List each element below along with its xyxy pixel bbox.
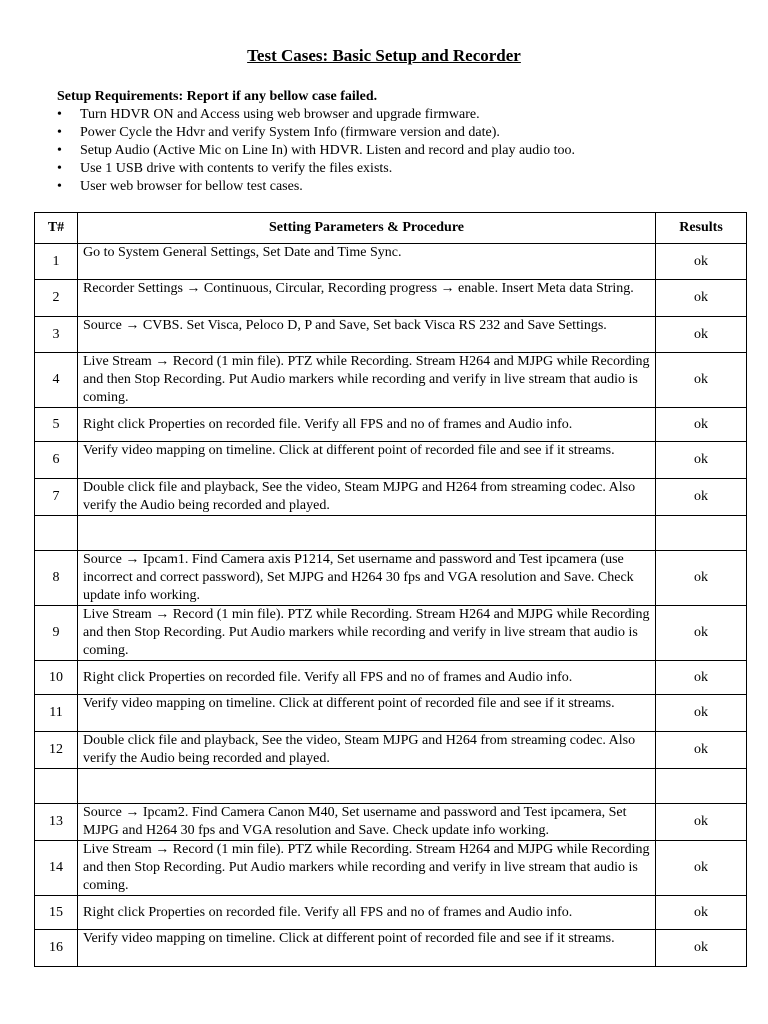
procedure-cell: Go to System General Settings, Set Date and Time Sync. xyxy=(78,244,656,280)
table-row xyxy=(35,280,747,317)
test-number-cell: 4 xyxy=(35,353,78,408)
table-row xyxy=(35,408,747,442)
result-cell: ok xyxy=(656,551,747,606)
result-cell: ok xyxy=(656,317,747,353)
list-item xyxy=(57,160,575,178)
procedure-cell: Verify video mapping on timeline. Click at different point of recorded file and see if it streams. xyxy=(78,442,656,479)
bullet-icon: • xyxy=(57,107,62,122)
table-row xyxy=(35,551,747,606)
procedure-cell: Source → Ipcam1. Find Camera axis P1214, Set username and password and Test ipcamera (use incorrect and correct password), Set MJPG and H264 30 fps and VGA resolution and Save. Check update info working. xyxy=(78,551,656,606)
column-header-procedure: Setting Parameters & Procedure xyxy=(78,213,656,244)
result-cell: ok xyxy=(656,930,747,967)
column-header-results: Results xyxy=(656,213,747,244)
result-cell: ok xyxy=(656,606,747,661)
bullet-icon: • xyxy=(57,143,62,158)
table-row-spacer xyxy=(35,516,747,551)
result-cell xyxy=(656,769,747,804)
page-title: Test Cases: Basic Setup and Recorder xyxy=(247,46,521,65)
result-cell: ok xyxy=(656,732,747,769)
test-number-cell: 11 xyxy=(35,695,78,732)
table-row xyxy=(35,317,747,353)
table-row xyxy=(35,479,747,516)
table-row-spacer xyxy=(35,769,747,804)
test-number-cell: 12 xyxy=(35,732,78,769)
test-number-cell: 15 xyxy=(35,896,78,930)
list-item-text: User web browser for bellow test cases. xyxy=(80,179,303,194)
table-row xyxy=(35,244,747,280)
result-cell: ok xyxy=(656,896,747,930)
table-row xyxy=(35,896,747,930)
test-number-cell: 9 xyxy=(35,606,78,661)
table-row xyxy=(35,353,747,408)
test-number-cell: 13 xyxy=(35,804,78,841)
procedure-cell: Right click Properties on recorded file. Verify all FPS and no of frames and Audio info. xyxy=(78,661,656,695)
procedure-cell: Right click Properties on recorded file. Verify all FPS and no of frames and Audio info. xyxy=(78,408,656,442)
setup-requirements-list xyxy=(57,106,575,196)
result-cell: ok xyxy=(656,804,747,841)
table-row xyxy=(35,732,747,769)
setup-heading: Setup Requirements: Report if any bellow case failed. xyxy=(57,89,378,104)
table-row xyxy=(35,695,747,732)
result-cell: ok xyxy=(656,442,747,479)
test-number-cell: 3 xyxy=(35,317,78,353)
list-item xyxy=(57,106,575,124)
bullet-icon: • xyxy=(57,161,62,176)
procedure-cell xyxy=(78,769,656,804)
bullet-icon: • xyxy=(57,179,62,194)
result-cell: ok xyxy=(656,841,747,896)
list-item xyxy=(57,142,575,160)
result-cell xyxy=(656,516,747,551)
result-cell: ok xyxy=(656,408,747,442)
procedure-cell: Verify video mapping on timeline. Click at different point of recorded file and see if it streams. xyxy=(78,695,656,732)
table-row xyxy=(35,606,747,661)
test-number-cell: 2 xyxy=(35,280,78,317)
result-cell: ok xyxy=(656,280,747,317)
list-item xyxy=(57,124,575,142)
list-item-text: Turn HDVR ON and Access using web browser and upgrade firmware. xyxy=(80,107,480,122)
test-number-cell xyxy=(35,769,78,804)
procedure-cell: Source → Ipcam2. Find Camera Canon M40, Set username and password and Test ipcamera, Set MJPG and H264 30 fps and VGA resolution and Save. Check update info working. xyxy=(78,804,656,841)
test-cases-table xyxy=(34,212,747,967)
procedure-cell: Source → CVBS. Set Visca, Peloco D, P and Save, Set back Visca RS 232 and Save Settings. xyxy=(78,317,656,353)
test-number-cell: 5 xyxy=(35,408,78,442)
test-number-cell: 1 xyxy=(35,244,78,280)
result-cell: ok xyxy=(656,353,747,408)
result-cell: ok xyxy=(656,244,747,280)
test-number-cell: 7 xyxy=(35,479,78,516)
procedure-cell: Right click Properties on recorded file. Verify all FPS and no of frames and Audio info. xyxy=(78,896,656,930)
table-row xyxy=(35,930,747,967)
test-number-cell xyxy=(35,516,78,551)
result-cell: ok xyxy=(656,695,747,732)
procedure-cell: Double click file and playback, See the video, Steam MJPG and H264 from streaming codec. Also verify the Audio being recorded and played. xyxy=(78,479,656,516)
list-item xyxy=(57,178,575,196)
test-number-cell: 6 xyxy=(35,442,78,479)
list-item-text: Use 1 USB drive with contents to verify the files exists. xyxy=(80,161,393,176)
procedure-cell: Verify video mapping on timeline. Click at different point of recorded file and see if it streams. xyxy=(78,930,656,967)
procedure-cell: Live Stream → Record (1 min file). PTZ while Recording. Stream H264 and MJPG while Recording and then Stop Recording. Put Audio markers while recording and verify in live stream that audio is coming. xyxy=(78,606,656,661)
table-row xyxy=(35,841,747,896)
bullet-icon: • xyxy=(57,125,62,140)
procedure-cell xyxy=(78,516,656,551)
list-item-text: Power Cycle the Hdvr and verify System Info (firmware version and date). xyxy=(80,125,500,140)
test-number-cell: 8 xyxy=(35,551,78,606)
table-row xyxy=(35,804,747,841)
column-header-number: T# xyxy=(35,213,78,244)
list-item-text: Setup Audio (Active Mic on Line In) with HDVR. Listen and record and play audio too. xyxy=(80,143,575,158)
test-number-cell: 14 xyxy=(35,841,78,896)
result-cell: ok xyxy=(656,479,747,516)
procedure-cell: Recorder Settings → Continuous, Circular, Recording progress → enable. Insert Meta data String. xyxy=(78,280,656,317)
table-row xyxy=(35,661,747,695)
test-number-cell: 10 xyxy=(35,661,78,695)
procedure-cell: Double click file and playback, See the video, Steam MJPG and H264 from streaming codec. Also verify the Audio being recorded and played. xyxy=(78,732,656,769)
procedure-cell: Live Stream → Record (1 min file). PTZ while Recording. Stream H264 and MJPG while Recording and then Stop Recording. Put Audio markers while recording and verify in live stream that audio is coming. xyxy=(78,841,656,896)
table-header-row xyxy=(35,213,747,244)
table-row xyxy=(35,442,747,479)
procedure-cell: Live Stream → Record (1 min file). PTZ while Recording. Stream H264 and MJPG while Recording and then Stop Recording. Put Audio markers while recording and verify in live stream that audio is coming. xyxy=(78,353,656,408)
test-number-cell: 16 xyxy=(35,930,78,967)
result-cell: ok xyxy=(656,661,747,695)
